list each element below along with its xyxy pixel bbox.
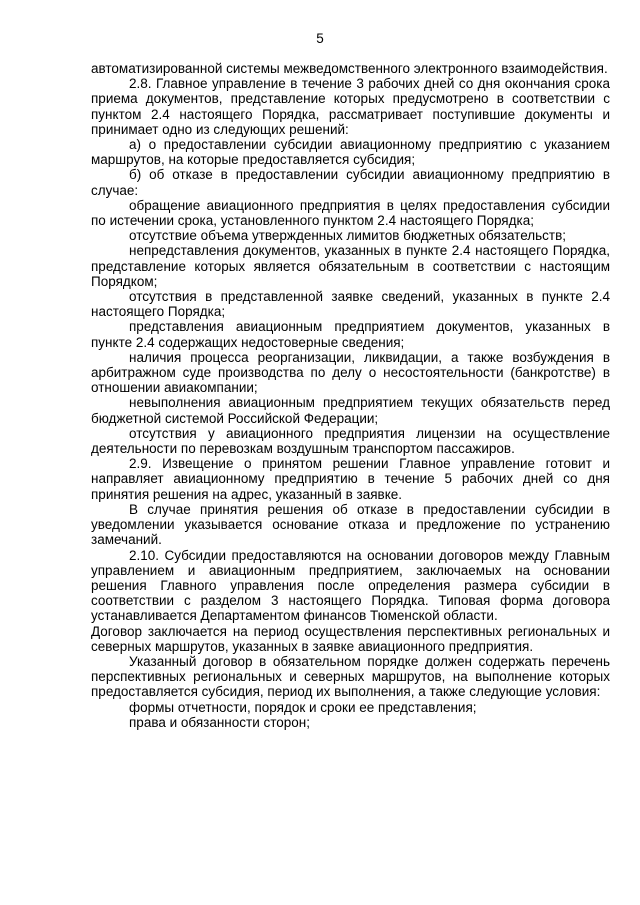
paragraph: отсутствия в представленной заявке сведений, указанных в пункте 2.4 настоящего Порядка; (91, 289, 610, 320)
paragraph: В случае принятия решения об отказе в предоставлении субсидии в уведомлении указывается основание отказа и предложение по устранению замечаний. (91, 501, 610, 548)
paragraph: непредставления документов, указанных в пункте 2.4 настоящего Порядка, представление которых является обязательным в соответствии с настоящим Порядком; (91, 243, 610, 289)
document-body (91, 61, 610, 730)
paragraph: невыполнения авиационным предприятием текущих обязательств перед бюджетной системой Российской Федерации; (91, 395, 610, 426)
paragraph: 2.9. Извещение о принятом решении Главное управление готовит и направляет авиационному предприятию в течение 5 рабочих дней со дня принятия решения на адрес, указанный в заявке. (91, 456, 610, 502)
paragraph: отсутствие объема утвержденных лимитов бюджетных обязательств; (129, 228, 567, 244)
paragraph: права и обязанности сторон; (129, 714, 311, 730)
paragraph: Договор заключается на период осуществления перспективных региональных и северных маршрутов, указанных в заявке авиационного предприятия. (91, 623, 610, 654)
page-number: 5 (316, 31, 324, 46)
paragraph: обращение авиационного предприятия в целях предоставления субсидии по истечении срока, установленного пунктом 2.4 настоящего Порядка; (91, 197, 610, 229)
paragraph: представления авиационным предприятием документов, указанных в пункте 2.4 содержащих недостоверные сведения; (91, 319, 610, 350)
paragraph: 2.10. Субсидии предоставляются на основании договоров между Главным управлением и авиационным предприятием, заключаемых на основании решения Главного управления после определения размера субсидии в соответствии с разделом 3 настоящего Порядка. Типовая форма договора устанавливается Департаментом финансов Тюменской области. (91, 547, 610, 624)
paragraph: формы отчетности, порядок и сроки ее представления; (129, 699, 477, 715)
paragraph: отсутствия у авиационного предприятия лицензии на осуществление деятельности по перевозкам воздушным транспортом пассажиров. (91, 425, 610, 457)
paragraph: автоматизированной системы межведомственного электронного взаимодействия. (91, 61, 608, 76)
paragraph: Указанный договор в обязательном порядке должен содержать перечень перспективных региональных и северных маршрутов, на выполнение которых предоставляется субсидия, период их выполнения, а также следующие условия: (91, 653, 610, 700)
paragraph: наличия процесса реорганизации, ликвидации, а также возбуждения в арбитражном суде производства по делу о несостоятельности (банкротстве) в отношении авиакомпании; (91, 349, 610, 396)
paragraph: 2.8. Главное управление в течение 3 рабочих дней со дня окончания срока приема документов, представление которых предусмотрено в соответствии с пунктом 2.4 настоящего Порядка, рассматривает поступившие документы и принимает одно из следующих решений: (91, 76, 610, 137)
paragraph: б) об отказе в предоставлении субсидии авиационному предприятию в случае: (91, 167, 610, 198)
paragraph: а) о предоставлении субсидии авиационному предприятию с указанием маршрутов, на которые предоставляется субсидия; (91, 137, 610, 168)
